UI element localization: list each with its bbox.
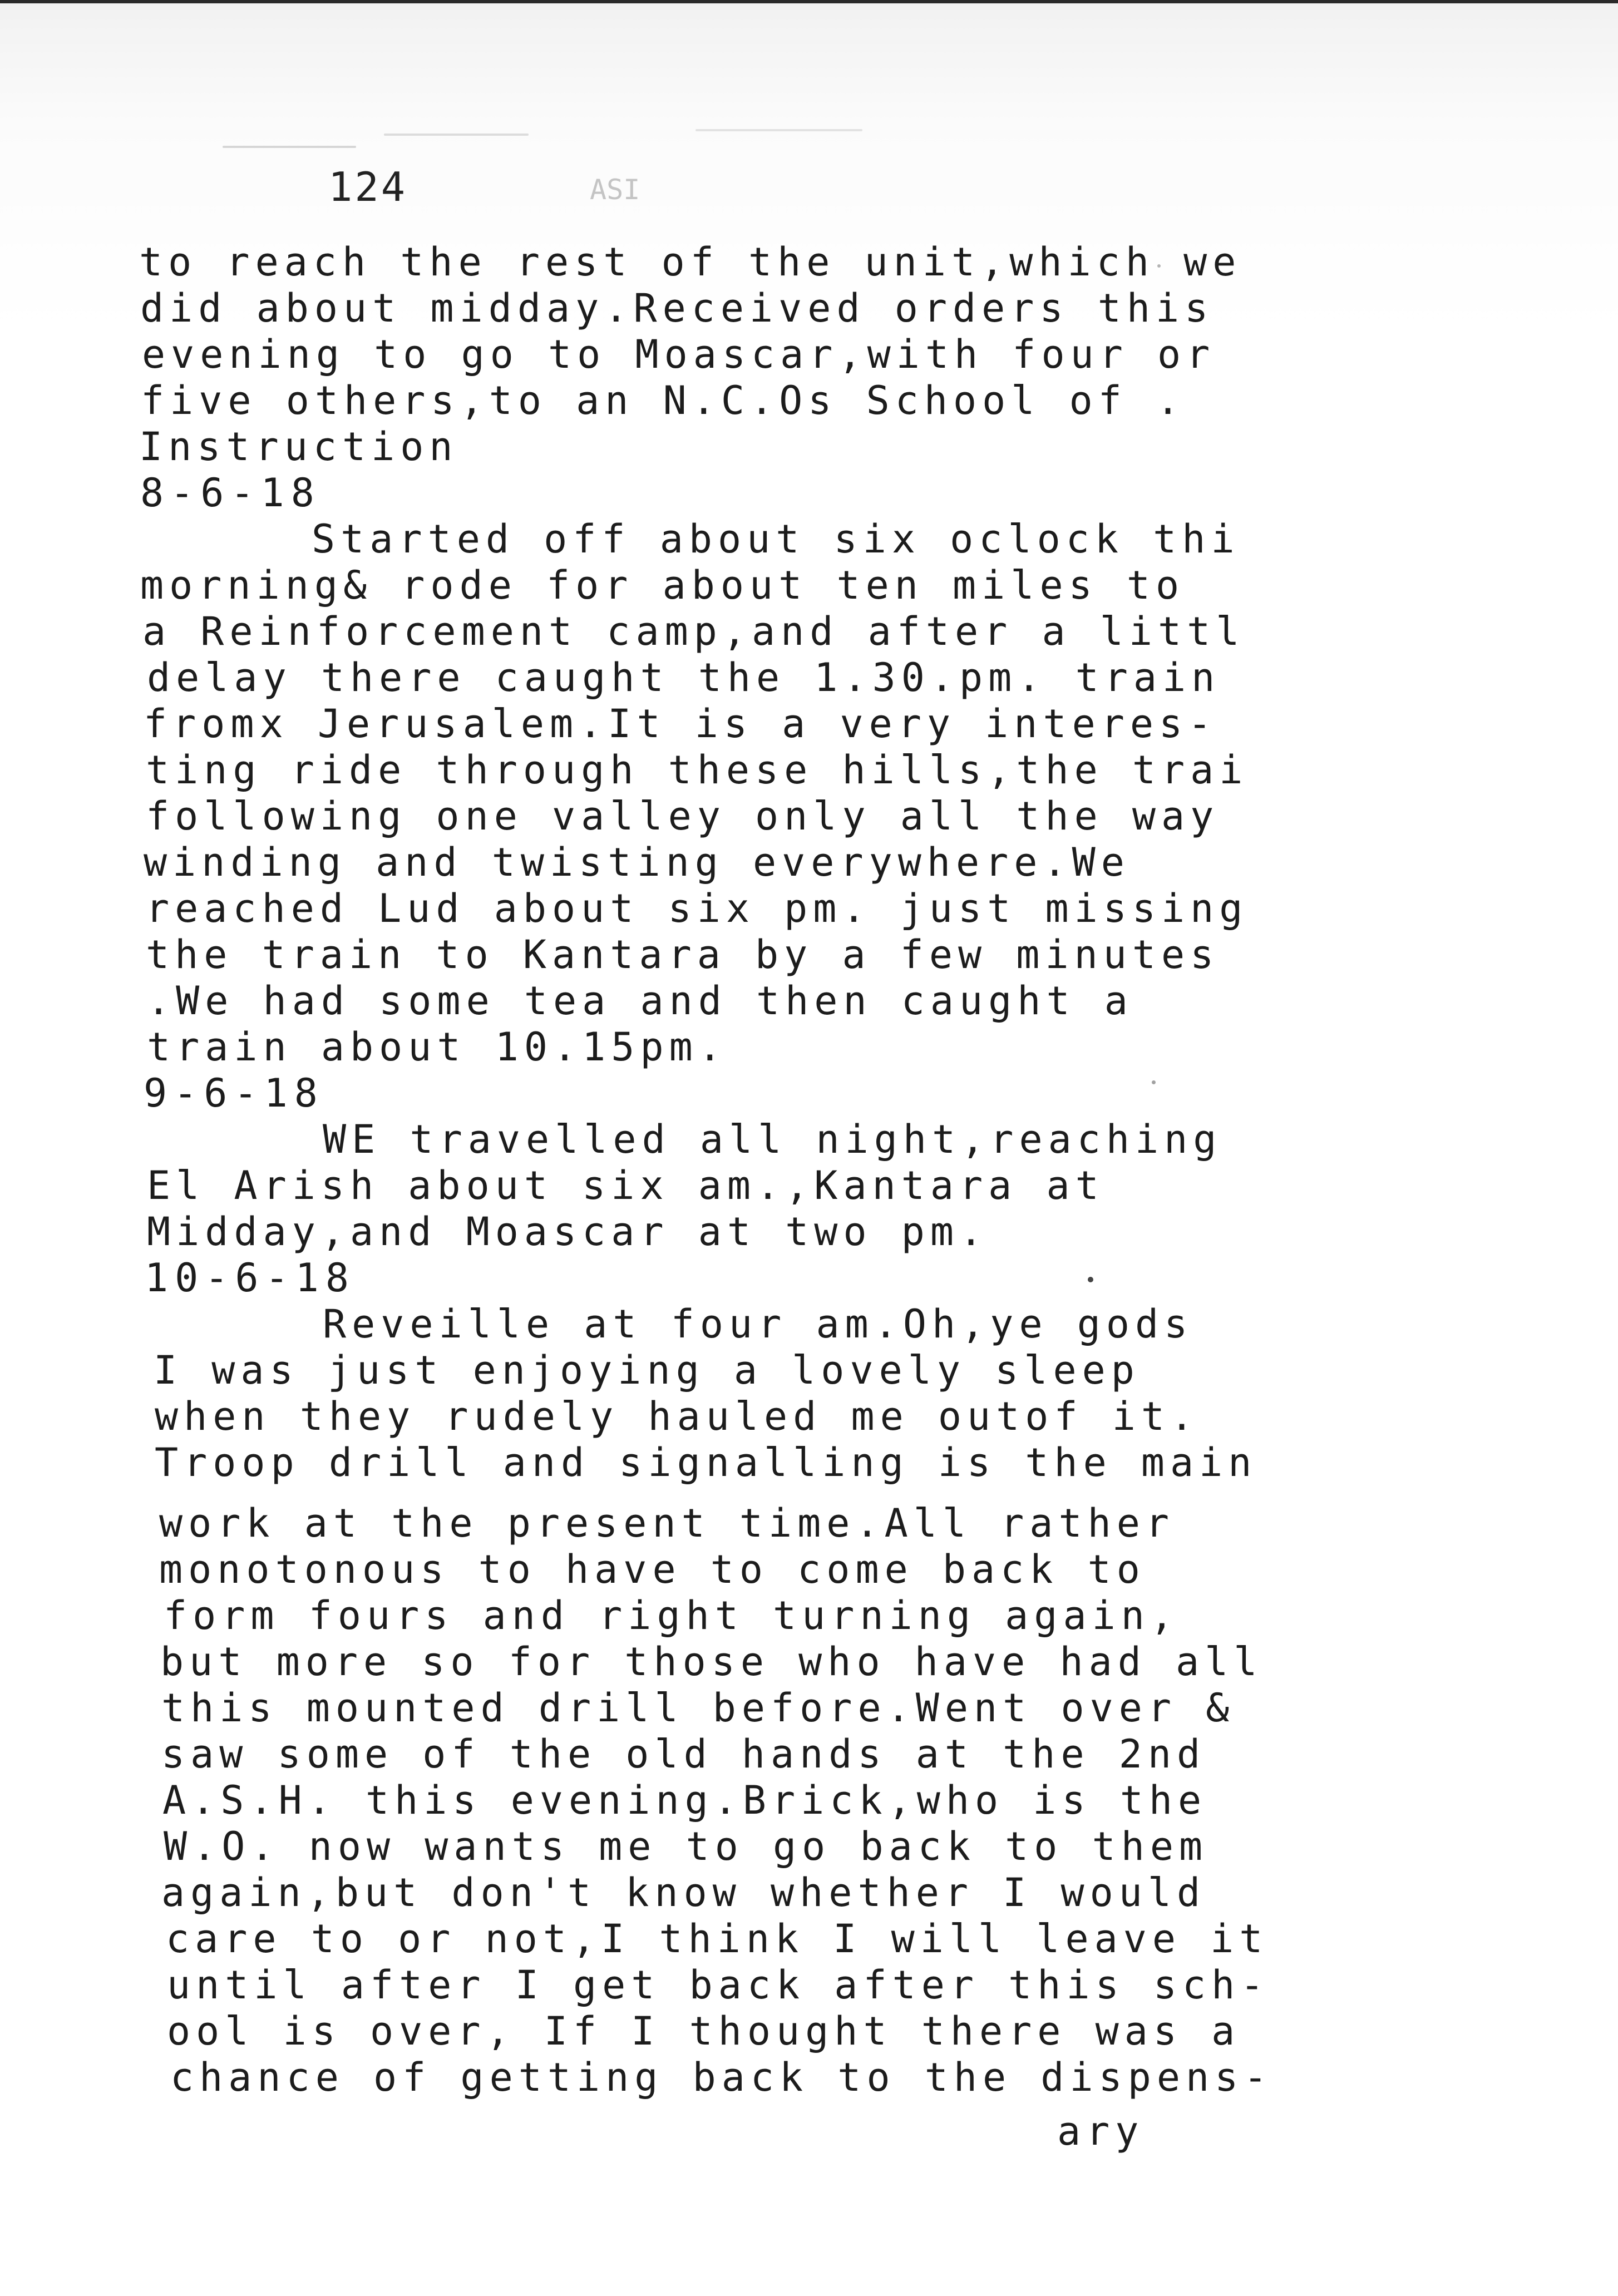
typed-line: winding and twisting everywhere.We [144,840,1130,885]
carryover-word: ary [1057,2109,1145,2154]
typed-line: care to or not,I think I will leave it [166,1916,1269,1962]
typed-line: Started off about six oclock thi [312,516,1240,562]
typed-line: .We had some tea and then caught a [147,978,1133,1024]
typed-line: WE travelled all night,reaching [323,1117,1222,1162]
typed-line: Troop drill and signalling is the main [155,1440,1257,1485]
typed-line: a Reinforcement camp,and after a littl [142,609,1245,654]
typed-line: Reveille at four am.Oh,ye gods [323,1301,1193,1347]
typed-line: delay there caught the 1.30.pm. train [147,655,1221,700]
typed-line: I was just enjoying a lovely sleep [154,1347,1140,1393]
diary-date: 8-6-18 [140,470,321,516]
typed-line: A.S.H. this evening.Brick,who is the [162,1777,1207,1823]
scan-top-edge [0,0,1618,3]
typed-line: train about 10.15pm. [147,1024,727,1070]
typed-line: did about midday.Received orders this [140,285,1214,331]
typed-line: Midday,and Moascar at two pm. [147,1209,989,1255]
scan-scratch [223,146,356,148]
scan-scratch [384,134,529,136]
diary-date: 9-6-18 [144,1070,324,1116]
typed-line: ting ride through these hills,the trai [146,747,1249,793]
typed-line: when they rudely hauled me outof it. [155,1394,1200,1439]
typed-line: this mounted drill before.Went over & [161,1685,1235,1731]
typed-line: reached Lud about six pm. just missing [146,886,1249,931]
typed-line: work at the present time.All rather [159,1500,1175,1546]
typed-line: but more so for those who have had all [160,1639,1263,1685]
typed-line: El Arish about six am.,Kantara at [147,1163,1104,1208]
typed-line: five others,to an N.C.Os School of . [141,378,1186,423]
diary-date: 10-6-18 [145,1255,356,1301]
typed-line: again,but don't know whether I would [161,1870,1206,1915]
typed-line: to reach the rest of the unit,which we [139,239,1242,285]
typed-line: morning& rode for about ten miles to [140,562,1185,608]
page-number: 124 [328,164,408,210]
typed-line: fromx Jerusalem.It is a very interes- [144,701,1217,747]
scan-scratch [695,129,862,131]
typed-line: evening to go to Moascar,with four or [142,332,1216,377]
typed-diary-text [139,239,1474,2154]
typed-line: saw some of the old hands at the 2nd [161,1731,1206,1777]
typed-line: monotonous to have to come back to [159,1547,1146,1592]
typed-line: chance of getting back to the dispens- [170,2055,1273,2100]
typed-line: Instruction [139,424,458,470]
typed-line: the train to Kantara by a few minutes [146,932,1220,977]
typed-line: W.O. now wants me to go back to them [164,1824,1208,1869]
typed-line: ool is over, If I thought there was a [167,2008,1241,2054]
faint-stamp-mark: ASI [590,174,640,206]
typed-line: form fours and right turning again, [164,1593,1180,1638]
typed-line: following one valley only all the way [146,793,1220,839]
typed-line: until after I get back after this sch- [167,1962,1270,2008]
